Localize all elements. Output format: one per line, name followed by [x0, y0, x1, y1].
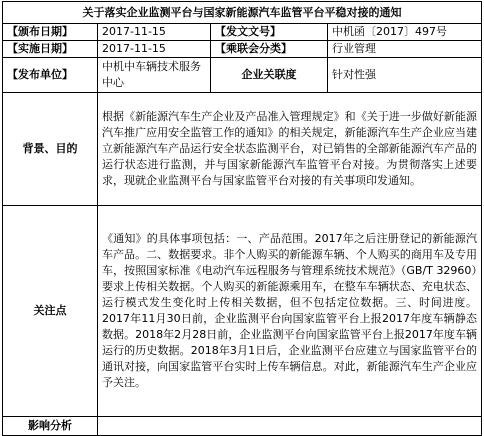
- doc-no-label: 【发文文号】: [211, 24, 328, 41]
- issuer-value: 中机中车辆技术服务中心: [98, 58, 211, 93]
- impl-date-label: 【实施日期】: [3, 41, 98, 58]
- category-label: 【乘联会分类】: [211, 41, 328, 58]
- category-value: 行业管理: [328, 41, 482, 58]
- notice-table: [2, 1, 482, 436]
- issue-date-value: 2017-11-15: [98, 24, 211, 41]
- focus-label: 关注点: [3, 206, 98, 417]
- issuer-label: 【发布单位】: [3, 58, 98, 93]
- relevance-label: 企业关联度: [211, 58, 328, 93]
- impact-label: 影响分析: [3, 417, 98, 436]
- impl-date-value: 2017-11-15: [98, 41, 211, 58]
- issue-date-label: 【颁布日期】: [3, 24, 98, 41]
- background-label: 背景、目的: [3, 93, 98, 206]
- focus-text: 《通知》的具体事项包括：一、产品范围。2017年之后注册登记的新能源汽车产品。二、数据要求。非个人购买的新能源车辆、个人购买的商用车及专用车，按照国家标准《电动汽车远程服务与管理系统技术规范》（GB/T 32960）要求上传相关数据。个人购买的新能源乘用车，在整车车辆状态、充电状态、运行模式发生变化时上传相关数据，但不包括定位数据。三、时间进度。2017年11月30日前，企业监测平台向国家监管平台上报2017年度车辆静态数据。2018年2月28日前，企业监测平台向国家监管平台上报2017年度车辆运行的历史数据。2018年3月1日后，企业监测平台应建立与国家监管平台的通讯对接，向国家监管平台实时上传车辆信息。对此，新能源汽车生产企业应予关注。: [98, 206, 482, 417]
- document-title: 关于落实企业监测平台与国家新能源汽车监管平台平稳对接的通知: [3, 2, 482, 24]
- doc-no-value: 中机函〔2017〕497号: [328, 24, 482, 41]
- relevance-value: 针对性强: [328, 58, 482, 93]
- background-text: 根据《新能源汽车生产企业及产品准入管理规定》和《关于进一步做好新能源汽车推广应用安全监管工作的通知》的相关规定，新能源汽车生产企业应当建立新能源汽车产品运行安全状态监测平台，对已销售的全部新能源汽车产品的运行状态进行监测，并与国家新能源汽车监管平台对接。为贯彻落实上述要求，现就企业监测平台与国家监管平台对接的有关事项印发通知。: [98, 93, 482, 206]
- impact-text: [98, 417, 482, 436]
